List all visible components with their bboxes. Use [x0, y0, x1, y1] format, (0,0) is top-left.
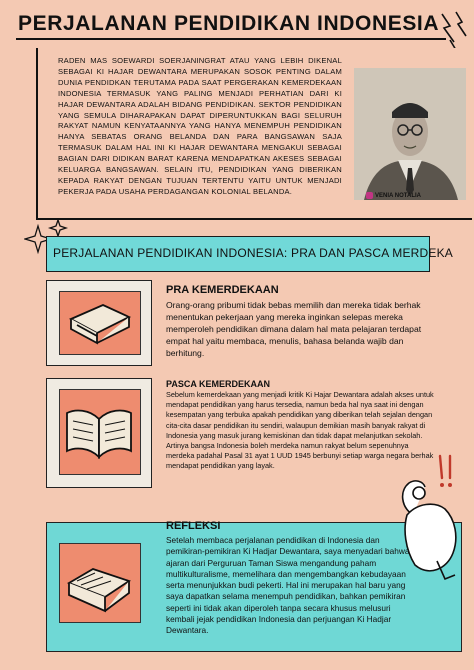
- title-underline: [16, 38, 446, 40]
- banner-text: PERJALANAN PENDIDIKAN INDONESIA: PRA DAN PASCA MERDEKA: [53, 246, 454, 260]
- intro-paragraph: RADEN MAS SOEWARDI SOERJANINGRAT ATAU YANG LEBIH DIKENAL SEBAGAI KI HAJAR DEWANTARA MERUPAKAN SOSOK PENTING DALAM DUNIA PENDIDKAN TERUTAMA PADA SAAT PERGERAKAN KEMERDEKAAN INDONESIA TERMASUK YANG PALING MENJADI PERHATIAN DARI KI HAJAR DEWANTARA ADALAH BIDANG PENDIDIKAN. SEKTOR PENDIDIKAN YANG SEMULA DIHARAPAKAN DAPAT DIPERUNTUKKAN BAGI SELURUH RAKYAT NAMUN KENYATAANNYA YANG HANYA MENEMPUH PENDIDIKAN HANYA SEBATAS ORANG BELANDA DAN PARA BANGSAWAN SAJA TERMASUK DALAM HAL INI KI HAJAR DEWANTARA MENGAKUI SEBAGAI BAGIAN DARI DIDIKAN BARAT KARENA MENDAPATKAN AKESES SEBAGAI KELUARGA BANGSAWAN. SELAIN ITU, PENDIDIKAN YANG DIBERIKAN KEPADA RAKYAT DENGAN TUJUAN TERTENTU YAITU UNTUK MENJADI PEKERJA PADA USAHA PERDAGANGAN KOLONIAL BELANDA.: [58, 56, 342, 196]
- pre-independence-heading: PRA KEMERDEKAAN: [166, 284, 279, 296]
- section-banner: [46, 236, 454, 272]
- post-independence-heading: PASCA KEMERDEKAAN: [166, 379, 271, 389]
- portrait-image: [354, 68, 466, 200]
- page-title: PERJALANAN PENDIDIKAN INDONESIA: [18, 12, 440, 35]
- photo-credit-text: VENIA NOTALIA: [375, 192, 421, 199]
- reflection-heading: REFLEKSI: [166, 520, 221, 532]
- post-independence-body: Sebelum kemerdekaan yang menjadi kritik Ki Hajar Dewantara adalah akses untuk mendapat pendidikan yang harus tersedia, namun beda hal nya saat ini dengan kesempatan yang terbuka apakah pendidikan yang diberikan telah sejalan dengan cita-cita dasar pendidikan itu sendiri, walaupun demikian masih banyak rakyat di Indonesia yang masuk jurang kemiskinan dan tidak dapat melanjutkan sekolah. Artinya bangsa Indonesia boleh merdeka namun rakyat belum sepenuhnya merdeka padahal Pasal 31 ayat 1 UUD 1945 berbunyi setiap warga negara berhak mendapat pendidikan yang layak.: [166, 390, 434, 471]
- post-independence-card: [46, 378, 152, 488]
- open-book-icon: [63, 399, 135, 463]
- pre-independence-body: Orang-orang pribumi tidak bebas memilih dan mereka tidak berhak menentukan pekerjaan yang mereka inginkan selepas mereka memperoleh pendidikan dimana dalam hal mata pelajaran terdapat empat hal yaitu membaca, menulis, bahasa belanda wajib dan berhitung.: [166, 300, 422, 358]
- book-stack-icon: [63, 295, 135, 349]
- open-book-icon: [63, 549, 135, 619]
- instagram-icon: [366, 192, 373, 199]
- intro-box: [36, 48, 472, 220]
- pre-independence-card: [46, 280, 152, 366]
- reflection-body: Setelah membaca perjalanan pendidikan di Indonesia dan pemikiran-pemikiran Ki Hadjar Dewantara, saya menyadari bahwa ajaran dari Perguruan Taman Siswa mengandung paham multikulturalisme, memelihara dan mengembangkan kebudayaan serta menunjukkan budi pekerti. Hal ini merupakan hal baru yang saya dapatkan selama menempuh pendidikan, bahkan pemikiran seperti ini tidak akan diperoleh tanpa secara khusus melusuri kembali jejak pendidikan Indonesia dan perjuangan Ki Hadjar Dewantara.: [166, 535, 410, 636]
- photo-credit: [366, 192, 421, 199]
